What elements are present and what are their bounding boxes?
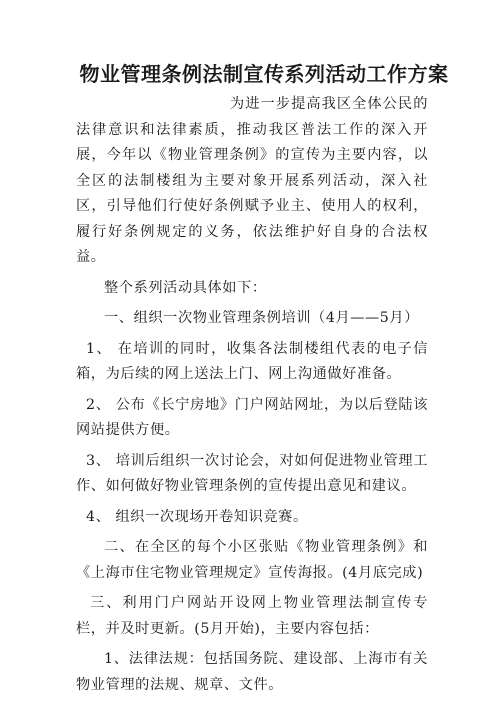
document-title: 物业管理条例法制宣传系列活动工作方案 [79, 62, 449, 86]
list-item: 3、 培训后组织一次讨论会，对如何促进物业管理工作、如何做好物业管理条例的宣传提出意见和建议。 [76, 452, 428, 494]
list-item: 2、 公布《长宁房地》门户网站网址，为以后登陆该网站提供方便。 [76, 396, 428, 438]
section-heading-training: 一、组织一次物业管理条例培训（4月——5月） [104, 310, 420, 326]
list-item: 1、 在培训的同时，收集各法制楼组代表的电子信箱，为后续的网上送法上门、网上沟通做好准备。 [76, 340, 428, 382]
document-body [76, 92, 428, 698]
section-heading-posters: 二、在全区的每个小区张贴《物业管理条例》和《上海市住宅物业管理规定》宣传海报。(4月底完成) [76, 539, 428, 581]
section-heading-website: 三、利用门户网站开设网上物业管理法制宣传专栏，并及时更新。(5月开始)，主要内容包括： [76, 595, 428, 637]
list-item: 1、法律法规：包括国务院、建设部、上海市有关物业管理的法规、规章、文件。 [76, 651, 428, 693]
paragraph-overview: 整个系列活动具体如下： [104, 279, 267, 296]
list-item: 4、 组织一次现场开卷知识竞赛。 [86, 508, 308, 525]
paragraph-intro: 为进一步提高我区全体公民的法律意识和法律素质，推动我区普法工作的深入开展，今年以《物业管理条例》的宣传为主要内容，以全区的法制楼组为主要对象开展系列活动，深入社区，引导他们行使好条例赋予业主、使用人的权利，履行好条例规定的义务，依法维护好自身的合法权益。 [76, 96, 428, 265]
